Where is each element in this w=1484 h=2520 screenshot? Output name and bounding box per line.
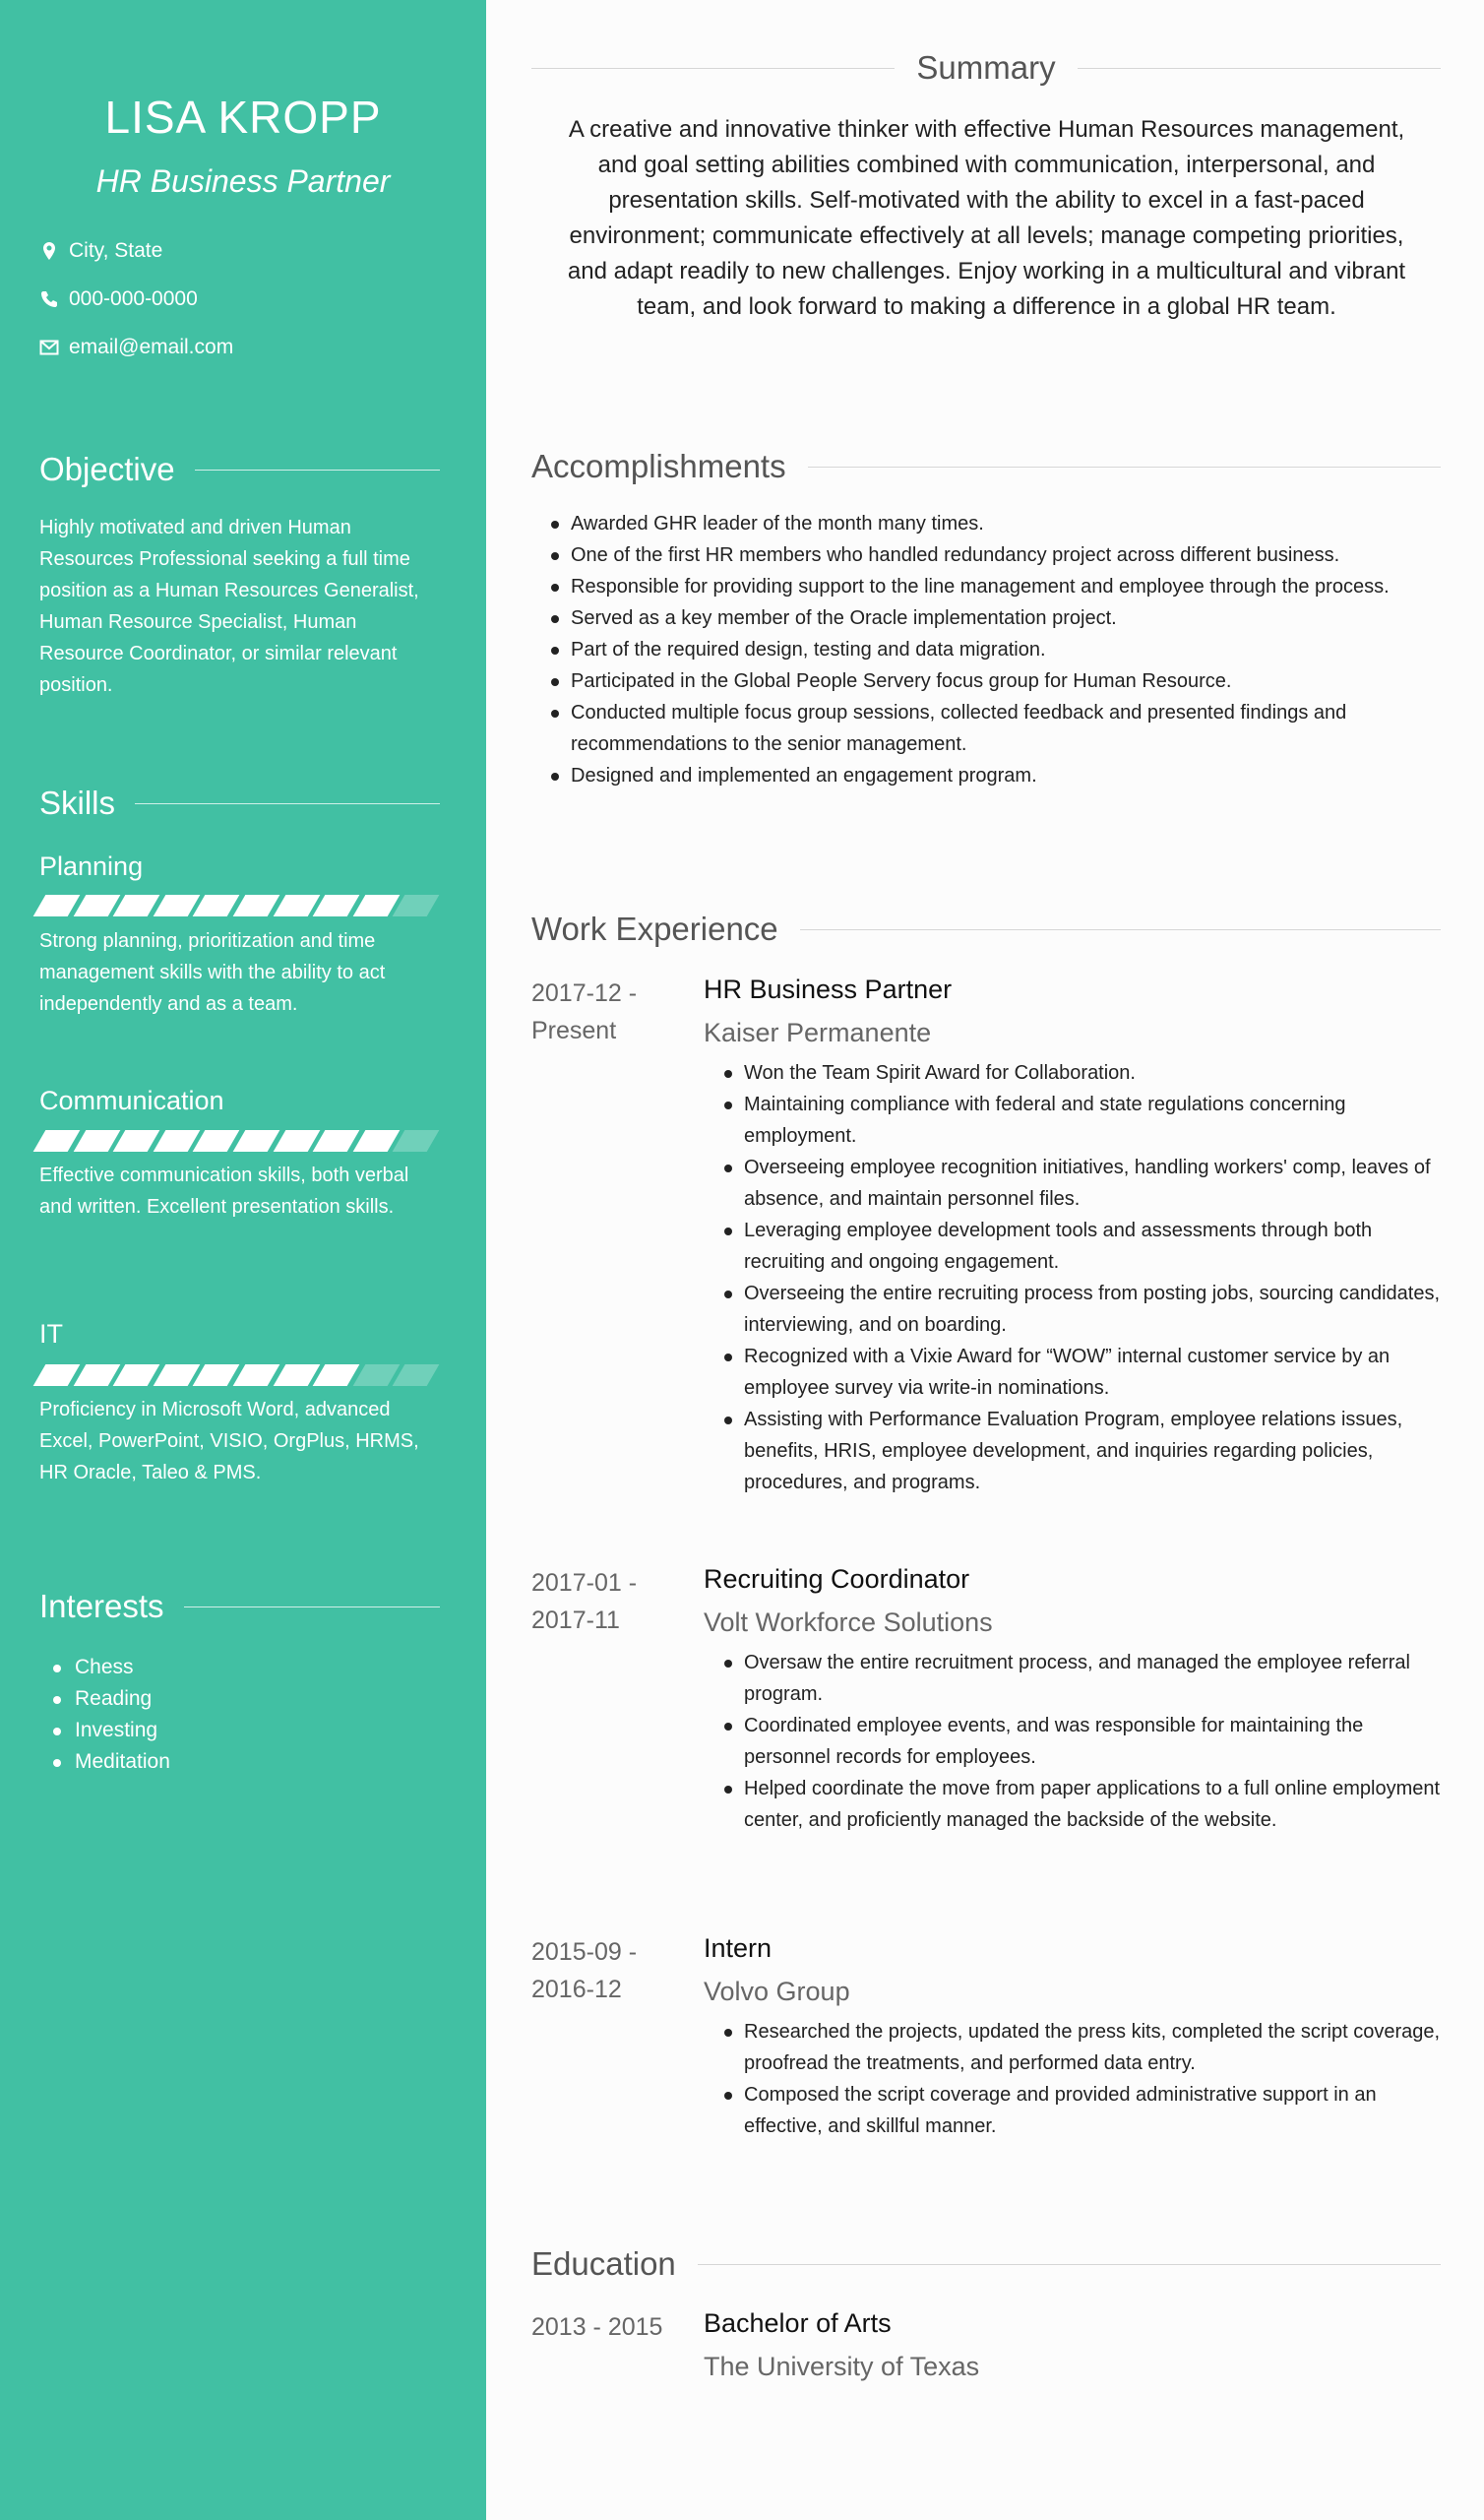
skill-text-communication: Effective communication skills, both verbal and written. Excellent presentation skills.	[39, 1165, 409, 1218]
contact-location	[39, 239, 162, 263]
skill-segment-filled	[233, 895, 279, 916]
skill-text-it: Proficiency in Microsoft Word, advanced Excel, PowerPoint, VISIO, OrgPlus, HRMS, HR Oracle, Taleo & PMS.	[39, 1399, 419, 1483]
skill-segment-filled	[73, 895, 119, 916]
summary-heading	[531, 49, 1441, 87]
objective-heading-text: Objective	[39, 451, 175, 487]
job-company: Kaiser Permanente	[704, 1018, 932, 1047]
skill-segment-empty	[393, 895, 439, 916]
skill-segment-filled	[273, 895, 319, 916]
summary-text: A creative and innovative thinker with effective Human Resources management, and goal setting abilities combined with communication, interpersonal, and presentation skills. Self-motivated with the ability to excel in a fast-paced environment; communicate effectively at all levels; manage competing priorities, and adapt readily to new challenges. Enjoy working in a multicultural and vibrant team, and look forward to making a difference in a global HR team.	[567, 116, 1406, 320]
skill-segment-filled	[33, 1364, 80, 1386]
divider	[135, 803, 440, 804]
work-heading	[531, 911, 1441, 948]
skill-segment-filled	[73, 1364, 119, 1386]
skill-name-it: IT	[39, 1319, 63, 1349]
skill-segment-empty	[393, 1130, 439, 1152]
list-item: Researched the projects, updated the press kits, completed the script coverage, proofread the treatments, and performed data entry.	[720, 2016, 1444, 2079]
contact-location-text: City, State	[69, 239, 163, 262]
skill-bar-it	[39, 1364, 433, 1386]
skill-segment-filled	[273, 1364, 319, 1386]
job-bullets	[720, 1647, 1444, 1836]
education-school: The University of Texas	[704, 2352, 980, 2381]
contact-phone	[39, 287, 198, 311]
list-item: Coordinated employee events, and was responsible for maintaining the personnel records for employees.	[720, 1710, 1444, 1773]
list-item: Investing	[39, 1715, 170, 1746]
list-item: Leveraging employee development tools and assessments through both recruiting and ongoing engagement.	[720, 1215, 1444, 1278]
sidebar	[0, 0, 486, 2520]
job-title: Recruiting Coordinator	[704, 1564, 970, 1594]
list-item: Maintaining compliance with federal and state regulations concerning employment.	[720, 1089, 1444, 1152]
skill-segment-filled	[313, 895, 359, 916]
list-item: Conducted multiple focus group sessions, collected feedback and presented findings and recommendations to the senior management.	[547, 697, 1443, 760]
list-item: One of the first HR members who handled redundancy project across different business.	[547, 539, 1443, 571]
job-company: Volvo Group	[704, 1977, 850, 2006]
interests-list	[39, 1652, 170, 1778]
list-item: Reading	[39, 1683, 170, 1715]
divider	[698, 2264, 1441, 2265]
accomplishments-list	[547, 508, 1443, 791]
work-heading-text: Work Experience	[531, 911, 778, 947]
list-item: Composed the script coverage and provided administrative support in an effective, and skillful manner.	[720, 2079, 1444, 2142]
list-item: Served as a key member of the Oracle implementation project.	[547, 602, 1443, 634]
accomplishments-heading	[531, 448, 1441, 485]
skill-segment-filled	[33, 1130, 80, 1152]
skill-segment-filled	[193, 1364, 239, 1386]
skill-segment-filled	[33, 895, 80, 916]
map-marker-icon	[39, 241, 59, 261]
divider	[800, 929, 1441, 930]
list-item: Participated in the Global People Servery focus group for Human Resource.	[547, 665, 1443, 697]
skill-segment-empty	[393, 1364, 439, 1386]
divider	[808, 467, 1441, 468]
skill-text-planning: Strong planning, prioritization and time management skills with the ability to act independently and as a team.	[39, 930, 386, 1015]
skill-segment-filled	[352, 1130, 399, 1152]
job-date-start: 2015-09 -	[531, 1938, 638, 1966]
job-title: Intern	[704, 1933, 773, 1963]
skill-segment-filled	[313, 1364, 359, 1386]
skills-heading	[39, 785, 440, 822]
objective-text: Highly motivated and driven Human Resources Professional seeking a full time position as a Human Resources Generalist, Human Resource Specialist, Human Resource Coordinator, or similar relevant position.	[39, 517, 419, 696]
skill-segment-filled	[113, 1364, 159, 1386]
list-item: Oversaw the entire recruitment process, and managed the employee referral program.	[720, 1647, 1444, 1710]
skill-segment-filled	[313, 1130, 359, 1152]
phone-icon	[39, 289, 59, 309]
contact-email-text: email@email.com	[69, 336, 234, 358]
education-date: 2013 - 2015	[531, 2313, 663, 2341]
education-heading	[531, 2245, 1441, 2283]
skill-segment-filled	[233, 1130, 279, 1152]
job-dates	[531, 1564, 679, 1639]
list-item: Recognized with a Vixie Award for “WOW” internal customer service by an employee survey via write-in nominations.	[720, 1341, 1444, 1404]
accomplishments-heading-text: Accomplishments	[531, 448, 786, 484]
list-item: Helped coordinate the move from paper applications to a full online employment center, and proficiently managed the backside of the website.	[720, 1773, 1444, 1836]
skill-segment-filled	[193, 1130, 239, 1152]
interests-heading	[39, 1588, 440, 1625]
skill-segment-filled	[153, 1364, 199, 1386]
summary-heading-text: Summary	[916, 49, 1056, 86]
divider	[531, 68, 895, 69]
skill-name-communication: Communication	[39, 1086, 224, 1115]
divider	[184, 1606, 440, 1607]
job-date-end: Present	[531, 1017, 617, 1044]
skill-segment-filled	[153, 1130, 199, 1152]
job-date-end: 2016-12	[531, 1976, 622, 2003]
skill-segment-filled	[193, 895, 239, 916]
skill-bar-planning	[39, 895, 433, 916]
skill-segment-filled	[273, 1130, 319, 1152]
skill-segment-filled	[113, 895, 159, 916]
skill-bar-communication	[39, 1130, 433, 1152]
envelope-icon	[39, 338, 59, 357]
objective-heading	[39, 451, 440, 488]
contact-phone-text: 000-000-0000	[69, 287, 198, 310]
list-item: Chess	[39, 1652, 170, 1683]
skill-segment-filled	[153, 895, 199, 916]
job-dates	[531, 975, 679, 1049]
skill-segment-empty	[352, 1364, 399, 1386]
list-item: Awarded GHR leader of the month many times.	[547, 508, 1443, 539]
candidate-title: HR Business Partner	[95, 163, 391, 199]
contact-email	[39, 336, 233, 359]
candidate-name: LISA KROPP	[104, 92, 382, 143]
job-bullets	[720, 1057, 1444, 1498]
interests-heading-text: Interests	[39, 1588, 164, 1624]
skills-heading-text: Skills	[39, 785, 116, 821]
list-item: Part of the required design, testing and data migration.	[547, 634, 1443, 665]
divider	[195, 470, 440, 471]
education-degree: Bachelor of Arts	[704, 2308, 892, 2338]
skill-segment-filled	[113, 1130, 159, 1152]
job-dates	[531, 1933, 679, 2008]
job-date-start: 2017-12 -	[531, 979, 638, 1007]
list-item: Meditation	[39, 1746, 170, 1778]
job-date-start: 2017-01 -	[531, 1569, 638, 1597]
list-item: Overseeing the entire recruiting process from posting jobs, sourcing candidates, interviewing, and on boarding.	[720, 1278, 1444, 1341]
job-company: Volt Workforce Solutions	[704, 1607, 993, 1637]
list-item: Responsible for providing support to the line management and employee through the process.	[547, 571, 1443, 602]
education-heading-text: Education	[531, 2245, 676, 2282]
skill-name-planning: Planning	[39, 851, 144, 881]
skill-segment-filled	[73, 1130, 119, 1152]
job-bullets	[720, 2016, 1444, 2142]
skill-segment-filled	[233, 1364, 279, 1386]
list-item: Assisting with Performance Evaluation Program, employee relations issues, benefits, HRIS, employee development, and inquiries regarding policies, procedures, and programs.	[720, 1404, 1444, 1498]
list-item: Designed and implemented an engagement program.	[547, 760, 1443, 791]
list-item: Overseeing employee recognition initiatives, handling workers' comp, leaves of absence, and maintain personnel files.	[720, 1152, 1444, 1215]
list-item: Won the Team Spirit Award for Collaboration.	[720, 1057, 1444, 1089]
skill-segment-filled	[352, 895, 399, 916]
job-title: HR Business Partner	[704, 975, 953, 1004]
job-date-end: 2017-11	[531, 1606, 620, 1634]
divider	[1078, 68, 1441, 69]
